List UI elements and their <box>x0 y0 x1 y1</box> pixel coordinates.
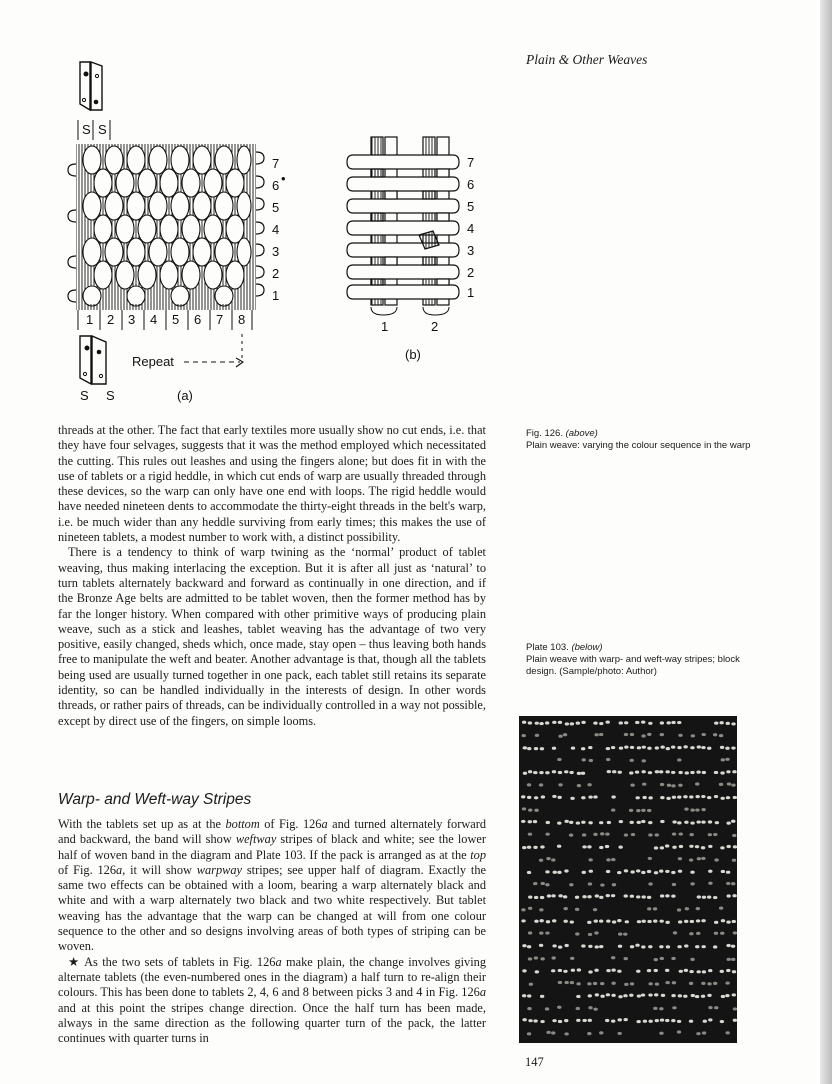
pick-number: 3 <box>272 244 280 259</box>
pick-number: 6 <box>467 177 475 192</box>
thread-number: 1 <box>381 319 389 334</box>
section-heading: Warp- and Weft-way Stripes <box>58 791 252 808</box>
thread-number: 2 <box>431 319 439 334</box>
thread-number: 1 <box>86 312 94 327</box>
top-tablet-label: S <box>82 122 91 137</box>
bottom-tablets <box>80 336 106 384</box>
bottom-tablet-label: S <box>106 388 115 403</box>
woven-band-photo <box>519 716 737 1043</box>
pick-number: 1 <box>467 285 475 300</box>
thread-number: 6 <box>194 312 202 327</box>
body-paragraph: There is a tendency to think of warp twining as the ‘normal’ product of tablet weaving, thus making interlacing the exception. But it is after all just as ‘natural’ to turn tablets alternately backward and forward as continually in one direction, and if the Bronze Age belts are admitted to be tablet woven, then the former method has by far the longer history. When compared with other primitive ways of producing plain weave, such as a stick and leashes, tablet weaving has the advantage of two very positive, easily changed, sheds which, once made, stay open – thus leaving both hands free to manipulate the weft and beater. Another advantage is that, though all the tablets being used are usually turned together in one pack, each tablet still retains its separate identity, so can be handled individually in the interests of design. In other words threads, or rather pairs of threads, can be individually controlled in a way not possible, except by direct use of the fingers, on simple looms. <box>58 545 486 728</box>
pick-mark: • <box>281 171 286 186</box>
body-paragraph: threads at the other. The fact that early textiles more usually show no cut ends, i.e. that they have four selvages, suggests that it was the method employed which necessitated the cutting. This rules out leashes and using the fingers alone; but does fit in with the use of tablets or a rigid heddle, in which cut ends of warp are usually threaded through these devices, so the warp can only have one end with loops. The rigid heddle would have needed nineteen dents to accommodate the thirty-eight threads in the belt's warp, i.e. be much wider than any heddle surviving from early times; this makes the use of nineteen tablets, a modest number to work with, a distinct possibility. <box>58 423 486 545</box>
repeat-label: Repeat <box>132 354 174 369</box>
pick-number: 5 <box>272 200 280 215</box>
section-body <box>58 817 486 1046</box>
pick-number: 6 <box>272 178 280 193</box>
thread-number: 8 <box>238 312 246 327</box>
thread-number: 7 <box>216 312 224 327</box>
figure-caption: Fig. 126. (above) Plain weave: varying the colour sequence in the warp <box>526 428 751 451</box>
top-tablets <box>80 62 102 110</box>
page-edge-shadow <box>820 0 832 1084</box>
top-tablet-label: S <box>98 122 107 137</box>
pick-number: 4 <box>467 221 475 236</box>
running-head: Plain & Other Weaves <box>526 52 648 67</box>
pick-number: 1 <box>272 288 280 303</box>
pick-number: 7 <box>272 156 280 171</box>
plate-caption: Plate 103. (below) Plain weave with warp- and weft-way stripes; block design. (Sample/photo: Author) <box>526 642 740 677</box>
pick-number: 3 <box>467 243 475 258</box>
page-number: 147 <box>525 1055 544 1069</box>
figure-126b <box>335 135 495 365</box>
thread-number: 5 <box>172 312 180 327</box>
figure-label: (b) <box>405 347 421 362</box>
bottom-tablet-label: S <box>80 388 89 403</box>
pick-number: 7 <box>467 155 475 170</box>
thread-number: 4 <box>150 312 158 327</box>
plate-103-photo <box>519 716 737 1043</box>
thread-number: 3 <box>128 312 136 327</box>
pick-number: 5 <box>467 199 475 214</box>
thread-number: 2 <box>107 312 115 327</box>
body-text <box>58 423 486 729</box>
woven-band <box>68 144 264 310</box>
interlacing-diagram <box>347 137 459 305</box>
pick-number: 2 <box>272 266 280 281</box>
section-paragraph: With the tablets set up as at the bottom of Fig. 126a and turned alternately forward and backward, the band will show weftway stripes of black and white; see the lower half of woven band in the diagram and Plate 103. If the pack is arranged as at the top of Fig. 126a, it will show warpway stripes; see upper half of diagram. Exactly the same two effects can be obtained with a loom, bearing a warp alternately black and white and with a warp alternately two black and two white respectively. But tablet weaving has the advantage that the warp can be changed at will from one colour sequence to the other and so designs involving areas of both types of striping can be woven. <box>58 817 486 954</box>
figure-label: (a) <box>177 388 193 403</box>
pick-number: 4 <box>272 222 280 237</box>
pick-number: 2 <box>467 265 475 280</box>
figure-126a <box>60 52 290 407</box>
section-paragraph: ★ As the two sets of tablets in Fig. 126a make plain, the change involves giving alternate tablets (the even-numbered ones in the diagram) a half turn to re-align their colours. This has been done to tablets 2, 4, 6 and 8 between picks 3 and 4 in Fig. 126a and at this point the stripes change direction. Once the half turn has been made, always in the same direction as the following quarter turn of the pack, the latter continues with quarter turns in <box>58 954 486 1046</box>
